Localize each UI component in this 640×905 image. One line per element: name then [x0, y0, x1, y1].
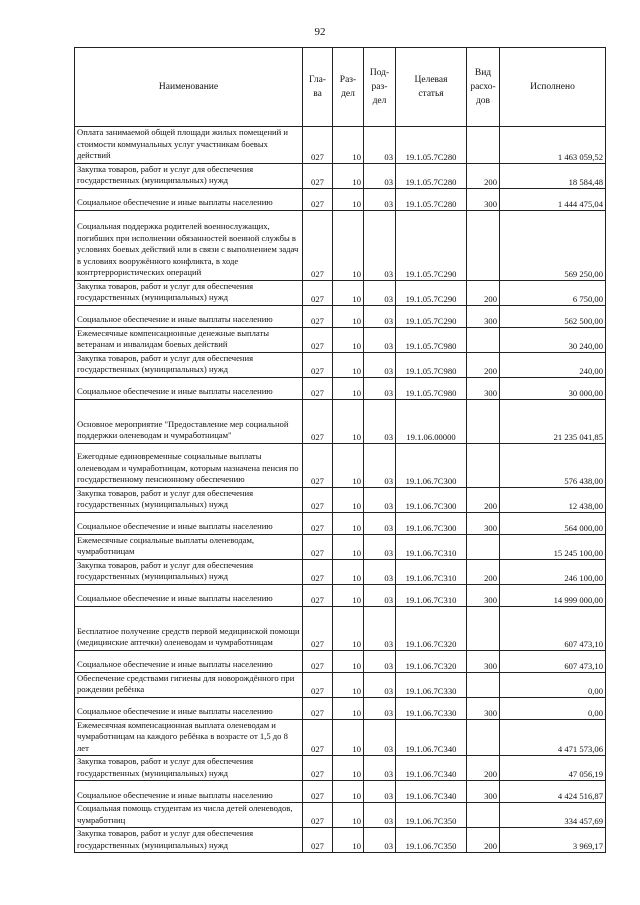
- cell-amount: 14 999 000,00: [500, 584, 606, 606]
- cell-razdel: 10: [333, 352, 364, 377]
- cell-podrazdel: 03: [364, 327, 396, 352]
- table-row: [75, 697, 606, 719]
- table-row: [75, 559, 606, 584]
- cell-podrazdel: 03: [364, 781, 396, 803]
- cell-amount: 0,00: [500, 672, 606, 697]
- cell-razdel: 10: [333, 188, 364, 210]
- cell-name: Социальное обеспечение и иные выплаты населению: [75, 512, 303, 534]
- cell-razdel: 10: [333, 559, 364, 584]
- cell-target: 19.1.06.7С310: [396, 584, 467, 606]
- cell-glava: 027: [303, 803, 333, 828]
- cell-target: 19.1.05.7С980: [396, 377, 467, 399]
- cell-glava: 027: [303, 781, 333, 803]
- cell-razdel: 10: [333, 280, 364, 305]
- cell-podrazdel: 03: [364, 127, 396, 164]
- table-row: [75, 443, 606, 487]
- table-row: [75, 719, 606, 756]
- cell-name: Закупка товаров, работ и услуг для обеспечения государственных (муниципальных) нужд: [75, 756, 303, 781]
- cell-amount: 607 473,10: [500, 606, 606, 650]
- cell-target: 19.1.05.7С290: [396, 210, 467, 280]
- table-row: [75, 606, 606, 650]
- cell-razdel: 10: [333, 803, 364, 828]
- cell-podrazdel: 03: [364, 399, 396, 443]
- cell-glava: 027: [303, 487, 333, 512]
- cell-name: Закупка товаров, работ и услуг для обеспечения государственных (муниципальных) нужд: [75, 280, 303, 305]
- cell-target: 19.1.05.7С290: [396, 280, 467, 305]
- cell-podrazdel: 03: [364, 828, 396, 853]
- cell-glava: 027: [303, 756, 333, 781]
- cell-podrazdel: 03: [364, 188, 396, 210]
- table-row: [75, 756, 606, 781]
- cell-razdel: 10: [333, 534, 364, 559]
- cell-podrazdel: 03: [364, 756, 396, 781]
- header-target-article: Целевая статья: [396, 48, 467, 127]
- cell-razdel: 10: [333, 487, 364, 512]
- cell-razdel: 10: [333, 377, 364, 399]
- cell-amount: 1 444 475,04: [500, 188, 606, 210]
- cell-amount: 1 463 059,52: [500, 127, 606, 164]
- cell-vid: 300: [467, 697, 500, 719]
- cell-target: 19.1.06.7С300: [396, 443, 467, 487]
- cell-glava: 027: [303, 719, 333, 756]
- cell-target: 19.1.06.7С320: [396, 606, 467, 650]
- cell-glava: 027: [303, 559, 333, 584]
- cell-name: Закупка товаров, работ и услуг для обеспечения государственных (муниципальных) нужд: [75, 487, 303, 512]
- cell-podrazdel: 03: [364, 487, 396, 512]
- cell-razdel: 10: [333, 781, 364, 803]
- table-row: [75, 188, 606, 210]
- cell-vid: [467, 127, 500, 164]
- cell-glava: 027: [303, 534, 333, 559]
- header-section: Раз- дел: [333, 48, 364, 127]
- cell-amount: 569 250,00: [500, 210, 606, 280]
- cell-razdel: 10: [333, 650, 364, 672]
- table-row: [75, 305, 606, 327]
- page-number: 92: [314, 26, 326, 38]
- header-executed: Исполнено: [500, 48, 606, 127]
- cell-name: Социальное обеспечение и иные выплаты населению: [75, 650, 303, 672]
- cell-vid: 200: [467, 163, 500, 188]
- cell-amount: 0,00: [500, 697, 606, 719]
- cell-glava: 027: [303, 672, 333, 697]
- cell-amount: 21 235 041,85: [500, 399, 606, 443]
- cell-name: Социальное обеспечение и иные выплаты населению: [75, 781, 303, 803]
- table-row: [75, 803, 606, 828]
- cell-podrazdel: 03: [364, 163, 396, 188]
- cell-target: 19.1.05.7С280: [396, 188, 467, 210]
- cell-razdel: 10: [333, 443, 364, 487]
- cell-name: Социальное обеспечение и иные выплаты населению: [75, 188, 303, 210]
- cell-podrazdel: 03: [364, 443, 396, 487]
- cell-amount: 3 969,17: [500, 828, 606, 853]
- cell-name: Ежегодные единовременные социальные выплаты оленеводам и чумработницам, которым назначена пенсия по государственному пенсионному обеспечению: [75, 443, 303, 487]
- cell-vid: 200: [467, 280, 500, 305]
- cell-razdel: 10: [333, 606, 364, 650]
- cell-glava: 027: [303, 606, 333, 650]
- cell-podrazdel: 03: [364, 210, 396, 280]
- cell-amount: 15 245 100,00: [500, 534, 606, 559]
- cell-razdel: 10: [333, 719, 364, 756]
- cell-name: Ежемесячные компенсационные денежные выплаты ветеранам и инвалидам боевых действий: [75, 327, 303, 352]
- cell-razdel: 10: [333, 305, 364, 327]
- table-row: [75, 584, 606, 606]
- cell-target: 19.1.06.7С340: [396, 719, 467, 756]
- table-row: [75, 163, 606, 188]
- header-name: Наименование: [75, 48, 303, 127]
- cell-amount: 334 457,69: [500, 803, 606, 828]
- cell-target: 19.1.06.7С350: [396, 828, 467, 853]
- cell-razdel: 10: [333, 584, 364, 606]
- cell-glava: 027: [303, 352, 333, 377]
- cell-razdel: 10: [333, 210, 364, 280]
- cell-razdel: 10: [333, 756, 364, 781]
- cell-podrazdel: 03: [364, 512, 396, 534]
- table-row: [75, 280, 606, 305]
- cell-glava: 027: [303, 828, 333, 853]
- header-subsection: Под- раз- дел: [364, 48, 396, 127]
- cell-podrazdel: 03: [364, 672, 396, 697]
- cell-target: 19.1.06.7С320: [396, 650, 467, 672]
- table-row: [75, 127, 606, 164]
- cell-glava: 027: [303, 443, 333, 487]
- cell-name: Социальное обеспечение и иные выплаты населению: [75, 584, 303, 606]
- header-chapter: Гла- ва: [303, 48, 333, 127]
- cell-target: 19.1.06.7С310: [396, 534, 467, 559]
- cell-name: Социальное обеспечение и иные выплаты населению: [75, 305, 303, 327]
- cell-razdel: 10: [333, 327, 364, 352]
- cell-name: Закупка товаров, работ и услуг для обеспечения государственных (муниципальных) нужд: [75, 559, 303, 584]
- cell-vid: 200: [467, 559, 500, 584]
- table-row: [75, 672, 606, 697]
- table-row: [75, 399, 606, 443]
- cell-name: Социальное обеспечение и иные выплаты населению: [75, 377, 303, 399]
- cell-vid: 200: [467, 487, 500, 512]
- cell-name: Закупка товаров, работ и услуг для обеспечения государственных (муниципальных) нужд: [75, 828, 303, 853]
- cell-vid: [467, 443, 500, 487]
- table-row: [75, 650, 606, 672]
- cell-amount: 246 100,00: [500, 559, 606, 584]
- cell-glava: 027: [303, 697, 333, 719]
- cell-vid: 300: [467, 305, 500, 327]
- cell-glava: 027: [303, 377, 333, 399]
- cell-vid: [467, 606, 500, 650]
- cell-vid: 300: [467, 512, 500, 534]
- cell-name: Закупка товаров, работ и услуг для обеспечения государственных (муниципальных) нужд: [75, 352, 303, 377]
- cell-amount: 564 000,00: [500, 512, 606, 534]
- cell-podrazdel: 03: [364, 606, 396, 650]
- cell-podrazdel: 03: [364, 719, 396, 756]
- cell-target: 19.1.06.7С310: [396, 559, 467, 584]
- cell-name: Обеспечение средствами гигиены для новорождённого при рождении ребёнка: [75, 672, 303, 697]
- cell-name: Ежемесячные социальные выплаты оленеводам, чумработницам: [75, 534, 303, 559]
- cell-glava: 027: [303, 584, 333, 606]
- header-expense-type: Вид расхо- дов: [467, 48, 500, 127]
- cell-razdel: 10: [333, 127, 364, 164]
- cell-podrazdel: 03: [364, 352, 396, 377]
- cell-razdel: 10: [333, 828, 364, 853]
- cell-razdel: 10: [333, 399, 364, 443]
- cell-name: Основное мероприятие "Предоставление мер социальной поддержки оленеводам и чумработницам": [75, 399, 303, 443]
- cell-name: Социальная помощь студентам из числа детей оленеводов, чумработниц: [75, 803, 303, 828]
- cell-target: 19.1.06.7С300: [396, 487, 467, 512]
- cell-glava: 027: [303, 280, 333, 305]
- cell-target: 19.1.05.7С280: [396, 127, 467, 164]
- cell-razdel: 10: [333, 672, 364, 697]
- cell-podrazdel: 03: [364, 559, 396, 584]
- table-row: [75, 781, 606, 803]
- cell-vid: [467, 534, 500, 559]
- cell-podrazdel: 03: [364, 803, 396, 828]
- table-row: [75, 327, 606, 352]
- cell-podrazdel: 03: [364, 584, 396, 606]
- cell-glava: 027: [303, 188, 333, 210]
- table-row: [75, 377, 606, 399]
- cell-vid: [467, 210, 500, 280]
- cell-podrazdel: 03: [364, 305, 396, 327]
- cell-vid: 300: [467, 377, 500, 399]
- cell-target: 19.1.06.7С330: [396, 672, 467, 697]
- cell-target: 19.1.06.7С340: [396, 781, 467, 803]
- cell-glava: 027: [303, 163, 333, 188]
- cell-vid: [467, 399, 500, 443]
- cell-amount: 240,00: [500, 352, 606, 377]
- cell-amount: 6 750,00: [500, 280, 606, 305]
- cell-amount: 12 438,00: [500, 487, 606, 512]
- cell-vid: [467, 327, 500, 352]
- cell-amount: 4 471 573,06: [500, 719, 606, 756]
- cell-target: 19.1.06.7С330: [396, 697, 467, 719]
- table-row: [75, 512, 606, 534]
- cell-name: Социальное обеспечение и иные выплаты населению: [75, 697, 303, 719]
- cell-glava: 027: [303, 327, 333, 352]
- cell-name: Бесплатное получение средств первой медицинской помощи (медицинские аптечки) оленеводам и чумработницам: [75, 606, 303, 650]
- table-row: [75, 487, 606, 512]
- cell-name: Закупка товаров, работ и услуг для обеспечения государственных (муниципальных) нужд: [75, 163, 303, 188]
- cell-razdel: 10: [333, 697, 364, 719]
- cell-target: 19.1.06.7С300: [396, 512, 467, 534]
- cell-glava: 027: [303, 127, 333, 164]
- table-header-row: [75, 48, 606, 127]
- cell-target: 19.1.06.00000: [396, 399, 467, 443]
- cell-target: 19.1.06.7С350: [396, 803, 467, 828]
- table-row: [75, 210, 606, 280]
- cell-glava: 027: [303, 650, 333, 672]
- cell-podrazdel: 03: [364, 534, 396, 559]
- cell-amount: 47 056,19: [500, 756, 606, 781]
- cell-amount: 576 438,00: [500, 443, 606, 487]
- cell-vid: [467, 803, 500, 828]
- cell-target: 19.1.06.7С340: [396, 756, 467, 781]
- cell-vid: 200: [467, 756, 500, 781]
- cell-vid: [467, 672, 500, 697]
- cell-glava: 027: [303, 210, 333, 280]
- cell-vid: 200: [467, 352, 500, 377]
- cell-glava: 027: [303, 305, 333, 327]
- budget-table: [74, 47, 606, 853]
- cell-target: 19.1.05.7С280: [396, 163, 467, 188]
- cell-glava: 027: [303, 399, 333, 443]
- cell-vid: 200: [467, 828, 500, 853]
- cell-target: 19.1.05.7С980: [396, 352, 467, 377]
- cell-amount: 562 500,00: [500, 305, 606, 327]
- cell-vid: 300: [467, 584, 500, 606]
- cell-amount: 4 424 516,87: [500, 781, 606, 803]
- cell-vid: 300: [467, 650, 500, 672]
- cell-name: Социальная поддержка родителей военнослужащих, погибших при исполнении обязанностей военной службы в условиях боевых действий или в связи с выполнением задач в условиях вооружённого конфликта, в ходе контртеррористических операций: [75, 210, 303, 280]
- cell-podrazdel: 03: [364, 650, 396, 672]
- table-row: [75, 534, 606, 559]
- cell-target: 19.1.05.7С290: [396, 305, 467, 327]
- cell-target: 19.1.05.7С980: [396, 327, 467, 352]
- cell-amount: 30 240,00: [500, 327, 606, 352]
- cell-vid: 300: [467, 188, 500, 210]
- cell-name: Ежемесячная компенсационная выплата оленеводам и чумработницам на каждого ребёнка в возрасте от 1,5 до 8 лет: [75, 719, 303, 756]
- cell-vid: 300: [467, 781, 500, 803]
- cell-podrazdel: 03: [364, 280, 396, 305]
- cell-amount: 607 473,10: [500, 650, 606, 672]
- table-row: [75, 352, 606, 377]
- cell-name: Оплата занимаемой общей площади жилых помещений и стоимости коммунальных услуг участникам боевых действий: [75, 127, 303, 164]
- cell-podrazdel: 03: [364, 377, 396, 399]
- cell-razdel: 10: [333, 512, 364, 534]
- cell-amount: 18 584,48: [500, 163, 606, 188]
- cell-glava: 027: [303, 512, 333, 534]
- cell-amount: 30 000,00: [500, 377, 606, 399]
- cell-razdel: 10: [333, 163, 364, 188]
- cell-podrazdel: 03: [364, 697, 396, 719]
- cell-vid: [467, 719, 500, 756]
- table-row: [75, 828, 606, 853]
